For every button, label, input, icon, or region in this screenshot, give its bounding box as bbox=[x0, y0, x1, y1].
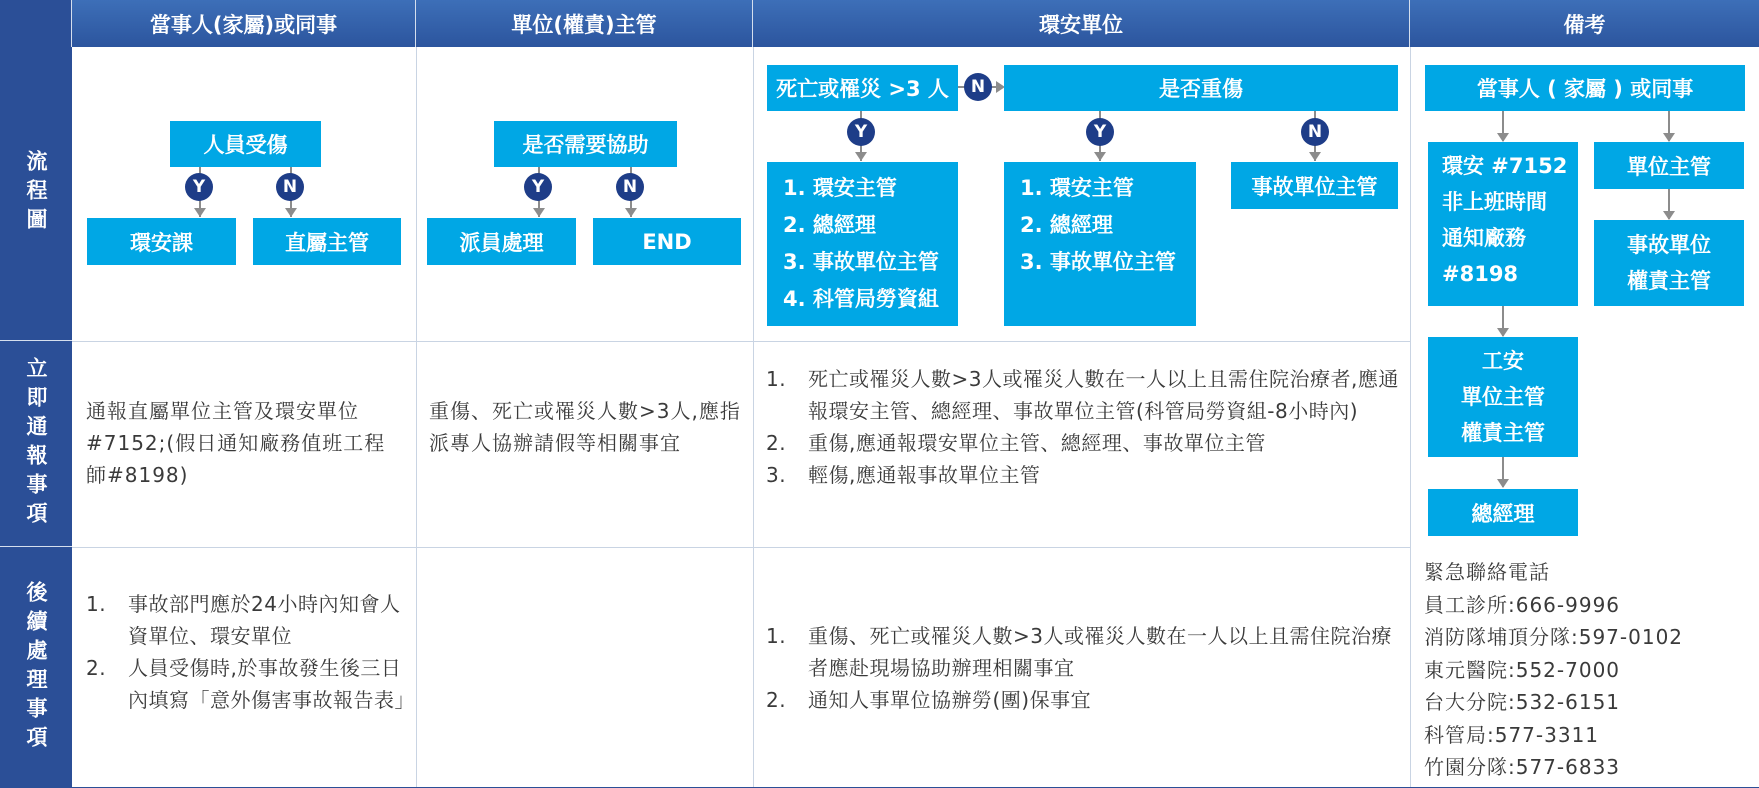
arrow-down-icon bbox=[855, 152, 867, 161]
no-badge: N bbox=[616, 173, 644, 201]
header-supervisor: 單位(權責)主管 bbox=[416, 0, 753, 47]
no-badge: N bbox=[964, 73, 992, 101]
flow3-list-a bbox=[767, 162, 958, 326]
item-number: 2. bbox=[86, 656, 107, 680]
grid-line bbox=[72, 547, 1410, 548]
arrow-down-icon bbox=[1663, 211, 1675, 220]
contact-line: 消防隊埔頂分隊:597-0102 bbox=[1424, 625, 1684, 649]
immediate-ehs-list bbox=[766, 363, 1402, 491]
box-line: 權責主管 bbox=[1461, 421, 1545, 445]
item-text: 重傷、死亡或罹災人數>3人或罹災人數在一人以上且需住院治療者應赴現場協助辦理相關事宜 bbox=[808, 624, 1392, 680]
list-item: 2. 總經理 bbox=[1020, 213, 1113, 237]
flow2-question-box: 是否需要協助 bbox=[494, 121, 677, 167]
contacts-title: 緊急聯絡電話 bbox=[1424, 560, 1550, 584]
list-item: 1. 環安主管 bbox=[1020, 176, 1134, 200]
remark-right-box2 bbox=[1594, 220, 1744, 306]
arrow-down-icon bbox=[1663, 133, 1675, 142]
list-item bbox=[766, 427, 1402, 459]
list-item: 3. 事故單位主管 bbox=[783, 250, 939, 274]
contact-line: 科管局:577-3311 bbox=[1424, 722, 1600, 747]
yes-badge: Y bbox=[1086, 118, 1114, 146]
row-label-immediate: 立即通報事項 bbox=[0, 341, 72, 547]
flow1-question-box: 人員受傷 bbox=[170, 121, 321, 167]
header-parties: 當事人(家屬)或同事 bbox=[72, 0, 416, 47]
grid-line bbox=[753, 47, 754, 788]
arrow-down-icon bbox=[285, 208, 297, 217]
box-line: 事故單位 bbox=[1627, 233, 1711, 257]
contact-line: 員工診所:666-9996 bbox=[1424, 592, 1621, 617]
immediate-supervisor-text: 重傷、死亡或罹災人數>3人,應指派專人協辦請假等相關事宜 bbox=[429, 399, 741, 455]
list-item: 3. 事故單位主管 bbox=[1020, 250, 1176, 274]
list-item: 4. 科管局勞資組 bbox=[783, 287, 939, 311]
box-line: #8198 bbox=[1442, 262, 1519, 286]
list-item bbox=[766, 459, 1402, 491]
list-item bbox=[86, 652, 415, 716]
item-text: 人員受傷時,於事故發生後三日內填寫「意外傷害事故報告表」 bbox=[128, 656, 415, 712]
list-item bbox=[766, 620, 1402, 684]
grid-line bbox=[72, 341, 1410, 342]
box-line: 工安 bbox=[1482, 349, 1524, 373]
item-text: 輕傷,應通報事故單位主管 bbox=[808, 463, 1041, 487]
box-line: 非上班時間 bbox=[1442, 190, 1547, 214]
list-item: 1. 環安主管 bbox=[783, 176, 897, 200]
arrow-down-icon bbox=[194, 208, 206, 217]
list-item: 2. 總經理 bbox=[783, 213, 876, 237]
emergency-contacts bbox=[1424, 556, 1754, 784]
arrow-down-icon bbox=[1497, 479, 1509, 488]
arrow-down-icon bbox=[1094, 152, 1106, 161]
contact-line: 台大分院:532-6151 bbox=[1424, 690, 1621, 714]
contact-line: 竹園分隊:577-6833 bbox=[1424, 755, 1621, 779]
item-text: 死亡或罹災人數>3人或罹災人數在一人以上且需住院治療者,應通報環安主管、總經理、事故單位主管(科管局勞資組-8小時內) bbox=[808, 367, 1399, 423]
remark-mid-box bbox=[1428, 337, 1578, 457]
box-line: 環安 #7152 bbox=[1442, 154, 1568, 178]
yes-badge: Y bbox=[185, 173, 213, 201]
arrow-down-icon bbox=[1497, 133, 1509, 142]
arrow-down-icon bbox=[625, 208, 637, 217]
header-remarks: 備考 bbox=[1410, 0, 1759, 47]
followup-parties-list bbox=[86, 588, 415, 716]
header-ehs: 環安單位 bbox=[753, 0, 1410, 47]
arrow-down-icon bbox=[1497, 328, 1509, 337]
remark-top-box: 當事人 ( 家屬 ) 或同事 bbox=[1425, 65, 1745, 111]
item-number: 1. bbox=[766, 624, 787, 648]
list-item bbox=[766, 684, 1402, 716]
no-badge: N bbox=[276, 173, 304, 201]
yes-badge: Y bbox=[847, 118, 875, 146]
box-line: 通知廠務 bbox=[1442, 226, 1526, 250]
yes-badge: Y bbox=[524, 173, 552, 201]
followup-ehs-list bbox=[766, 620, 1402, 716]
flow2-yes-box: 派員處理 bbox=[427, 218, 576, 265]
item-number: 1. bbox=[766, 367, 787, 391]
flow3-question1-box: 死亡或罹災 >3 人 bbox=[767, 65, 958, 111]
box-line: 單位主管 bbox=[1461, 385, 1545, 409]
item-number: 1. bbox=[86, 592, 107, 616]
list-item bbox=[86, 588, 408, 652]
item-text: 通知人事單位協辦勞(團)保事宜 bbox=[808, 688, 1092, 712]
flow3-question2-box: 是否重傷 bbox=[1004, 65, 1398, 111]
item-number: 2. bbox=[766, 431, 787, 455]
flow3-no-result-box: 事故單位主管 bbox=[1231, 162, 1398, 209]
remark-right-box1: 單位主管 bbox=[1594, 142, 1744, 189]
contact-line: 東元醫院:552-7000 bbox=[1424, 657, 1621, 682]
item-number: 2. bbox=[766, 688, 787, 712]
item-number: 3. bbox=[766, 463, 787, 487]
arrow-down-icon bbox=[1309, 152, 1321, 161]
item-text: 事故部門應於24小時內知會人資單位、環安單位 bbox=[128, 592, 401, 648]
list-item bbox=[766, 363, 1402, 427]
header-corner bbox=[0, 0, 72, 47]
flow1-yes-box: 環安課 bbox=[87, 218, 236, 265]
no-badge: N bbox=[1301, 118, 1329, 146]
arrow-down-icon bbox=[533, 208, 545, 217]
row-label-flowchart: 流程圖 bbox=[0, 47, 72, 341]
immediate-parties-text: 通報直屬單位主管及環安單位#7152;(假日通知廠務值班工程師#8198) bbox=[86, 399, 386, 487]
box-line: 權責主管 bbox=[1627, 269, 1711, 293]
flow3-list-b bbox=[1004, 162, 1196, 326]
remark-bottom-box: 總經理 bbox=[1428, 489, 1578, 536]
item-text: 重傷,應通報環安單位主管、總經理、事故單位主管 bbox=[808, 431, 1266, 455]
grid-line bbox=[1410, 47, 1411, 788]
flow1-no-box: 直屬主管 bbox=[253, 218, 401, 265]
flow2-no-box: END bbox=[593, 218, 741, 265]
remark-left-box bbox=[1428, 142, 1578, 306]
row-label-followup: 後續處理事項 bbox=[0, 547, 72, 788]
grid-line bbox=[416, 47, 417, 788]
